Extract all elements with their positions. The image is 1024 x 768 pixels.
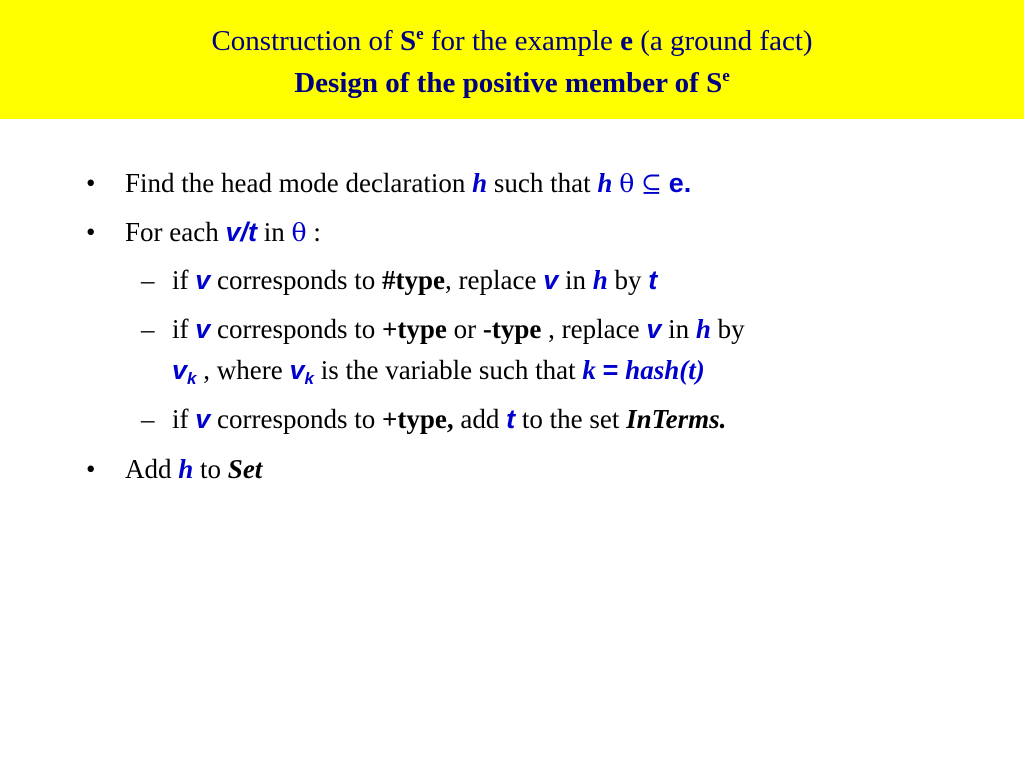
bullet-marker: • — [86, 454, 96, 484]
text: if — [172, 404, 196, 434]
var-vk: v — [172, 355, 188, 385]
text: , replace — [445, 265, 544, 295]
var-v: v — [195, 404, 211, 434]
sub-bullet-2-cont — [172, 354, 705, 386]
var-h: h — [597, 168, 613, 198]
text: by — [607, 265, 649, 295]
var-v: v — [195, 314, 211, 344]
expr-hash: hash(t) — [618, 355, 705, 385]
sub-bullet-1 — [172, 264, 657, 296]
sub-bullet-2 — [172, 313, 745, 345]
text: in — [661, 314, 696, 344]
title-e: e — [620, 25, 633, 57]
dash-marker: – — [141, 314, 155, 344]
text: Find the head mode declaration — [125, 168, 473, 198]
equals-sign: = — [602, 355, 619, 385]
title-S: S — [399, 25, 417, 57]
var-v: v — [195, 265, 211, 295]
title-text-3: (a ground fact) — [632, 25, 813, 57]
var-v: v — [646, 314, 662, 344]
text: if — [172, 265, 196, 295]
bullet-3 — [125, 453, 262, 485]
var-vt: v/t — [225, 217, 257, 247]
text: is the variable such that — [313, 355, 583, 385]
text: corresponds to — [210, 404, 382, 434]
dash-marker: – — [141, 404, 155, 434]
text: in — [558, 265, 593, 295]
type-plus: +type — [382, 314, 447, 344]
sub-bullet-3 — [172, 403, 726, 435]
text: or — [446, 314, 483, 344]
var-t: t — [506, 404, 516, 434]
text: if — [172, 314, 196, 344]
subset-symbol: ⊆ — [641, 169, 662, 198]
type-hash: #type — [382, 265, 445, 295]
dash-marker: – — [141, 265, 155, 295]
title-text-1: Construction of — [211, 25, 400, 57]
theta-symbol: θ — [619, 169, 635, 198]
var-h: h — [695, 314, 711, 344]
var-h: h — [592, 265, 608, 295]
subtitle-sup-e: e — [722, 66, 730, 85]
subtitle-text: Design of the positive member of S — [294, 67, 723, 99]
theta-symbol: θ — [291, 218, 307, 247]
expr-k: k — [582, 355, 603, 385]
text: , where — [196, 355, 290, 385]
text: in — [256, 217, 292, 247]
set-interms: InTerms. — [626, 404, 727, 434]
text: corresponds to — [210, 314, 382, 344]
var-t: t — [648, 265, 658, 295]
text: corresponds to — [210, 265, 382, 295]
set-set: Set — [227, 454, 263, 484]
title-text-2: for the example — [423, 25, 621, 57]
var-vk: v — [289, 355, 305, 385]
bullet-1 — [125, 167, 691, 200]
text: by — [710, 314, 745, 344]
subscript-k: k — [187, 369, 197, 388]
text: to the set — [515, 404, 627, 434]
bullet-marker: • — [86, 217, 96, 247]
text: Add — [125, 454, 179, 484]
text: to — [193, 454, 228, 484]
var-v: v — [543, 265, 559, 295]
var-h: h — [472, 168, 488, 198]
subscript-k: k — [304, 369, 314, 388]
var-e: e. — [668, 168, 692, 198]
text: : — [306, 217, 321, 247]
title-sup-e: e — [416, 24, 424, 43]
text: add — [453, 404, 507, 434]
text: For each — [125, 217, 226, 247]
bullet-2 — [125, 216, 321, 249]
type-minus: -type — [482, 314, 542, 344]
text: such that — [487, 168, 598, 198]
text: , replace — [541, 314, 647, 344]
var-h: h — [178, 454, 194, 484]
type-plus: +type, — [382, 404, 454, 434]
bullet-marker: • — [86, 168, 96, 198]
